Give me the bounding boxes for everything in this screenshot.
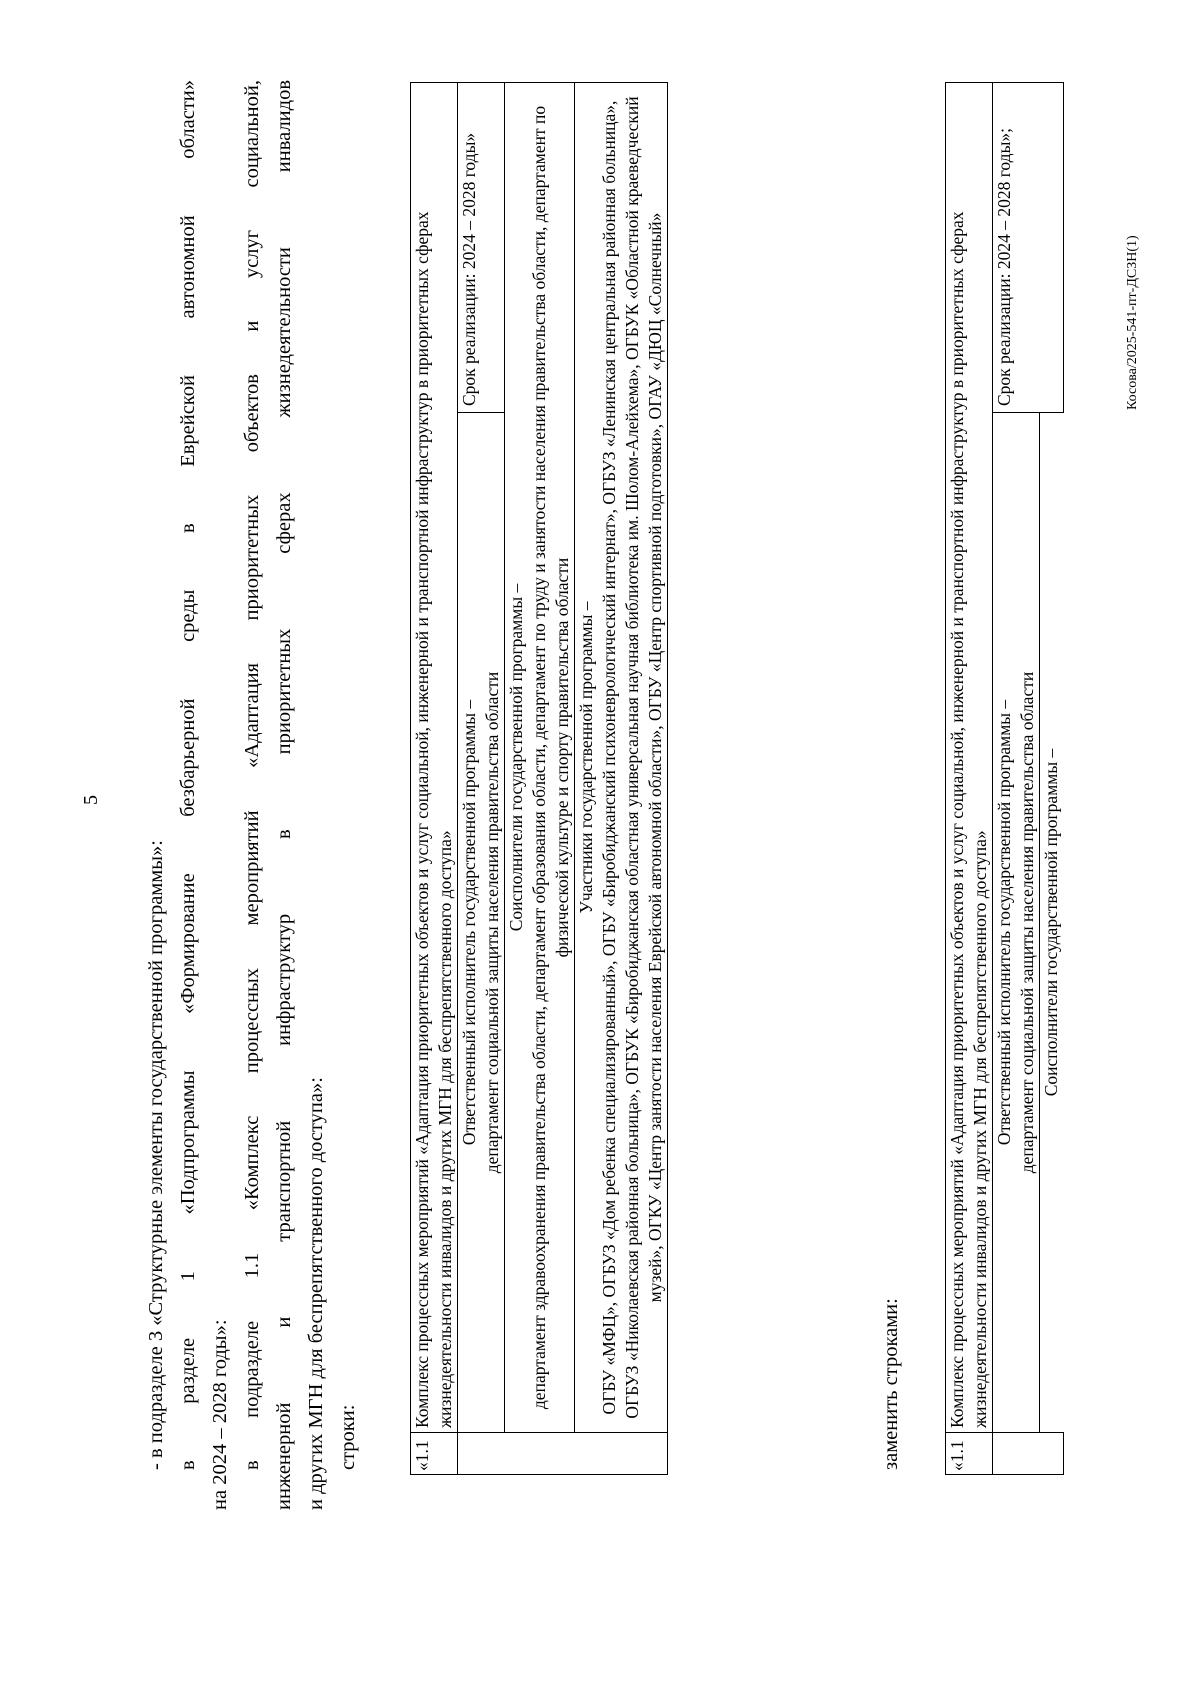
responsible-heading: Ответственный исполнитель государственной программы – — [994, 699, 1014, 1146]
participants-heading: Участники государственной программы – — [576, 601, 596, 914]
row-number: «1.1 — [946, 1433, 993, 1475]
table-row — [458, 83, 505, 1475]
term: Срок реализации: 2024 – 2028 годы»; — [993, 83, 1064, 413]
co-executors-text: департамент здравоохранения правительства области, департамент образования области, департамент по труду и занятости населения правительства области, департамент по физической культуре и спорту правительства области — [529, 105, 572, 1410]
table-row — [411, 83, 458, 1475]
co-executors-heading: Соисполнители государственной программы – — [1041, 748, 1061, 1097]
participants-text: ОГБУ «МФЦ», ОГБУЗ «Дом ребенка специализированный», ОГБУ «Биробиджанский психоневрологический интернат», ОГБУЗ «Ленинская центральная районная больница», ОГБУЗ «Николаевская районная больница», ОГБУК «Биробиджанская областная универсальная научная библиотека им. Шолом-Алейхема», ОГБУК «Областной краеведческий музей», ОГКУ «Центр занятости населения Еврейской автономной области», ОГБУ «Центр спортивной подготовки», ОГАУ «ДЮЦ «Солнечный» — [599, 96, 665, 1419]
page-number: 5 — [80, 795, 102, 805]
responsible-heading: Ответственный исполнитель государственной программы – — [459, 699, 479, 1146]
program-title: Комплекс процессных мероприятий «Адаптация приоритетных объектов и услуг социальной, инженерной и транспортной инфраструктур в приоритетных сферах жизнедеятельности инвалидов и других МГН для беспрепятственного доступа» — [946, 83, 993, 1433]
responsible-executor — [458, 413, 505, 1433]
participants — [575, 83, 668, 1433]
responsible-executor — [993, 413, 1040, 1433]
intro-line-4: в подразделе 1.1 «Комплекс процессных мероприятий «Адаптация приоритетных объектов и услуг социальной, — [241, 80, 263, 1470]
replace-label: заменить строками: — [880, 1298, 902, 1470]
intro-line-5: инженерной и транспортной инфраструктур в приоритетных сферах жизнедеятельности инвалидов — [273, 80, 295, 1510]
table-row — [946, 83, 993, 1475]
table-row — [575, 83, 668, 1475]
program-title: Комплекс процессных мероприятий «Адаптация приоритетных объектов и услуг социальной, инженерной и транспортной инфраструктур в приоритетных сферах жизнедеятельности инвалидов и других МГН для беспрепятственного доступа» — [411, 83, 458, 1433]
table-row — [505, 83, 575, 1475]
replacement-rows-table — [945, 82, 1064, 1475]
original-rows-table — [410, 82, 668, 1475]
empty-cell — [458, 1433, 668, 1475]
empty-cell — [993, 1433, 1064, 1475]
intro-line-2: в разделе 1 «Подпрограммы «Формирование безбарьерной среды в Еврейской автономной области» — [177, 80, 199, 1470]
intro-line-1: - в подразделе 3 «Структурные элементы государственной программы»: — [145, 840, 167, 1470]
co-executors — [505, 83, 575, 1433]
co-executors-heading: Соисполнители государственной программы – — [506, 583, 526, 932]
term: Срок реализации: 2024 – 2028 годы» — [458, 83, 505, 413]
intro-line-7: строки: — [337, 1404, 359, 1470]
rotated-document-page — [80, 80, 1150, 1620]
intro-text — [140, 80, 364, 1510]
document-footer-code: Косова/2025-541-пт-ДСЗН(1) — [1125, 235, 1140, 410]
responsible-text: департамент социальной защиты населения правительства области — [1017, 671, 1037, 1174]
responsible-text: департамент социальной защиты населения правительства области — [482, 671, 502, 1174]
intro-line-6: и других МГН для беспрепятственного доступа»: — [305, 1077, 327, 1510]
table-row — [993, 83, 1040, 1475]
row-number: «1.1 — [411, 1433, 458, 1475]
intro-line-3: на 2024 – 2028 годы»: — [209, 1319, 231, 1510]
co-executors — [1040, 413, 1064, 1433]
